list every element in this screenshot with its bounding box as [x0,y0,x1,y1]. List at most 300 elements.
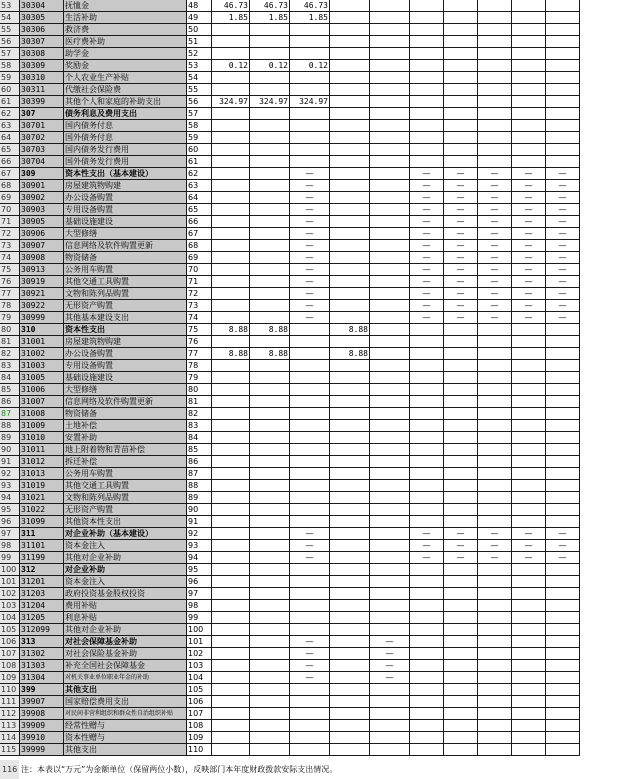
amount-cell[interactable] [330,264,370,276]
not-applicable-cell[interactable]: — [290,300,330,312]
not-applicable-cell[interactable]: — [444,264,478,276]
amount-cell[interactable] [212,180,250,192]
amount-cell[interactable] [370,468,410,480]
amount-cell[interactable] [370,72,410,84]
not-applicable-cell[interactable]: — [444,216,478,228]
amount-cell[interactable] [250,108,290,120]
subject-code-cell[interactable]: 30902 [20,192,64,204]
empty-cell[interactable] [512,396,546,408]
empty-cell[interactable] [444,744,478,756]
amount-cell[interactable] [330,528,370,540]
empty-cell[interactable] [444,132,478,144]
not-applicable-cell[interactable]: — [370,648,410,660]
empty-cell[interactable] [410,336,444,348]
empty-cell[interactable] [410,48,444,60]
not-applicable-cell[interactable]: — [478,288,512,300]
not-applicable-cell[interactable]: — [512,288,546,300]
amount-cell[interactable] [330,228,370,240]
not-applicable-cell[interactable]: — [546,276,580,288]
amount-cell[interactable] [212,216,250,228]
amount-cell[interactable]: 46.73 [250,0,290,12]
empty-cell[interactable] [410,156,444,168]
not-applicable-cell[interactable]: — [410,552,444,564]
line-number-cell[interactable]: 77 [187,348,212,360]
amount-cell[interactable] [330,564,370,576]
empty-cell[interactable] [410,732,444,744]
line-number-cell[interactable]: 84 [187,432,212,444]
amount-cell[interactable] [330,432,370,444]
empty-cell[interactable] [410,444,444,456]
empty-cell[interactable] [410,660,444,672]
empty-cell[interactable] [410,120,444,132]
subject-name-cell[interactable]: 对社会保险基金补助 [64,648,187,660]
line-number-cell[interactable]: 94 [187,552,212,564]
amount-cell[interactable] [370,48,410,60]
not-applicable-cell[interactable]: — [370,660,410,672]
amount-cell[interactable] [212,528,250,540]
row-header[interactable]: 59 [0,72,20,84]
amount-cell[interactable] [250,624,290,636]
row-header[interactable]: 85 [0,384,20,396]
not-applicable-cell[interactable]: — [478,312,512,324]
amount-cell[interactable] [330,636,370,648]
not-applicable-cell[interactable]: — [290,636,330,648]
empty-cell[interactable] [410,516,444,528]
amount-cell[interactable] [330,696,370,708]
amount-cell[interactable] [330,240,370,252]
amount-cell[interactable] [330,60,370,72]
amount-cell[interactable] [330,648,370,660]
not-applicable-cell[interactable]: — [546,216,580,228]
subject-name-cell[interactable]: 资本性支出 [64,324,187,336]
amount-cell[interactable] [330,720,370,732]
amount-cell[interactable] [212,204,250,216]
empty-cell[interactable] [410,624,444,636]
subject-name-cell[interactable]: 资本金注入 [64,576,187,588]
amount-cell[interactable] [250,192,290,204]
subject-code-cell[interactable]: 30309 [20,60,64,72]
row-header[interactable]: 103 [0,600,20,612]
amount-cell[interactable] [212,420,250,432]
row-header[interactable]: 64 [0,132,20,144]
line-number-cell[interactable]: 61 [187,156,212,168]
not-applicable-cell[interactable]: — [444,240,478,252]
row-header[interactable]: 94 [0,492,20,504]
subject-name-cell[interactable]: 资本金注入 [64,540,187,552]
amount-cell[interactable] [250,516,290,528]
empty-cell[interactable] [512,408,546,420]
amount-cell[interactable] [250,228,290,240]
amount-cell[interactable] [370,12,410,24]
empty-cell[interactable] [546,672,580,684]
not-applicable-cell[interactable]: — [410,528,444,540]
amount-cell[interactable] [212,156,250,168]
line-number-cell[interactable]: 59 [187,132,212,144]
empty-cell[interactable] [478,24,512,36]
line-number-cell[interactable]: 98 [187,600,212,612]
row-header[interactable]: 109 [0,672,20,684]
not-applicable-cell[interactable]: — [512,180,546,192]
amount-cell[interactable] [250,36,290,48]
line-number-cell[interactable]: 100 [187,624,212,636]
empty-cell[interactable] [512,144,546,156]
subject-name-cell[interactable]: 基础设施建设 [64,372,187,384]
not-applicable-cell[interactable]: — [478,540,512,552]
row-header[interactable]: 86 [0,396,20,408]
row-header[interactable]: 67 [0,168,20,180]
not-applicable-cell[interactable]: — [546,540,580,552]
empty-cell[interactable] [512,480,546,492]
amount-cell[interactable]: 0.12 [290,60,330,72]
amount-cell[interactable] [330,372,370,384]
amount-cell[interactable] [330,96,370,108]
amount-cell[interactable] [330,36,370,48]
amount-cell[interactable] [212,504,250,516]
line-number-cell[interactable]: 105 [187,684,212,696]
empty-cell[interactable] [546,120,580,132]
amount-cell[interactable] [212,624,250,636]
amount-cell[interactable] [330,540,370,552]
empty-cell[interactable] [410,720,444,732]
empty-cell[interactable] [444,480,478,492]
empty-cell[interactable] [444,108,478,120]
subject-name-cell[interactable]: 大型修缮 [64,228,187,240]
amount-cell[interactable] [370,348,410,360]
empty-cell[interactable] [444,636,478,648]
empty-cell[interactable] [546,492,580,504]
amount-cell[interactable] [290,696,330,708]
line-number-cell[interactable]: 82 [187,408,212,420]
amount-cell[interactable] [370,744,410,756]
amount-cell[interactable] [290,36,330,48]
empty-cell[interactable] [444,144,478,156]
amount-cell[interactable] [290,468,330,480]
amount-cell[interactable] [330,480,370,492]
amount-cell[interactable] [370,288,410,300]
line-number-cell[interactable]: 107 [187,708,212,720]
empty-cell[interactable] [512,732,546,744]
subject-code-cell[interactable]: 30922 [20,300,64,312]
subject-name-cell[interactable]: 助学金 [64,48,187,60]
subject-code-cell[interactable]: 30906 [20,228,64,240]
amount-cell[interactable] [330,744,370,756]
amount-cell[interactable] [370,372,410,384]
amount-cell[interactable] [250,684,290,696]
amount-cell[interactable] [212,192,250,204]
not-applicable-cell[interactable]: — [290,240,330,252]
subject-name-cell[interactable]: 其他对企业补助 [64,552,187,564]
amount-cell[interactable] [370,252,410,264]
empty-cell[interactable] [410,36,444,48]
amount-cell[interactable] [250,432,290,444]
not-applicable-cell[interactable]: — [444,168,478,180]
amount-cell[interactable] [250,468,290,480]
not-applicable-cell[interactable]: — [478,180,512,192]
not-applicable-cell[interactable]: — [546,192,580,204]
not-applicable-cell[interactable]: — [290,312,330,324]
subject-name-cell[interactable]: 国家赔偿费用支出 [64,696,187,708]
amount-cell[interactable] [250,552,290,564]
not-applicable-cell[interactable]: — [410,204,444,216]
amount-cell[interactable] [370,84,410,96]
subject-name-cell[interactable]: 地上附着物和青苗补偿 [64,444,187,456]
amount-cell[interactable] [212,288,250,300]
amount-cell[interactable] [250,372,290,384]
line-number-cell[interactable]: 78 [187,360,212,372]
amount-cell[interactable] [370,732,410,744]
line-number-cell[interactable]: 76 [187,336,212,348]
amount-cell[interactable] [212,588,250,600]
amount-cell[interactable] [290,720,330,732]
amount-cell[interactable] [212,372,250,384]
amount-cell[interactable] [330,660,370,672]
empty-cell[interactable] [546,60,580,72]
amount-cell[interactable]: 324.97 [250,96,290,108]
subject-name-cell[interactable]: 救济费 [64,24,187,36]
amount-cell[interactable] [250,480,290,492]
subject-code-cell[interactable]: 31201 [20,576,64,588]
not-applicable-cell[interactable]: — [478,276,512,288]
amount-cell[interactable] [370,36,410,48]
empty-cell[interactable] [410,612,444,624]
subject-code-cell[interactable]: 31303 [20,660,64,672]
amount-cell[interactable] [370,720,410,732]
amount-cell[interactable] [250,444,290,456]
subject-code-cell[interactable]: 31010 [20,432,64,444]
not-applicable-cell[interactable]: — [478,552,512,564]
amount-cell[interactable]: 1.85 [250,12,290,24]
empty-cell[interactable] [478,108,512,120]
subject-name-cell[interactable]: 奖励金 [64,60,187,72]
row-header[interactable]: 106 [0,636,20,648]
empty-cell[interactable] [546,24,580,36]
empty-cell[interactable] [546,576,580,588]
not-applicable-cell[interactable]: — [290,180,330,192]
empty-cell[interactable] [478,360,512,372]
subject-code-cell[interactable]: 39909 [20,720,64,732]
line-number-cell[interactable]: 88 [187,480,212,492]
line-number-cell[interactable]: 51 [187,36,212,48]
empty-cell[interactable] [512,744,546,756]
not-applicable-cell[interactable]: — [478,240,512,252]
amount-cell[interactable] [330,552,370,564]
empty-cell[interactable] [410,72,444,84]
amount-cell[interactable]: 8.88 [212,348,250,360]
not-applicable-cell[interactable]: — [512,276,546,288]
row-header[interactable]: 110 [0,684,20,696]
empty-cell[interactable] [444,672,478,684]
amount-cell[interactable] [212,396,250,408]
empty-cell[interactable] [512,684,546,696]
not-applicable-cell[interactable]: — [478,192,512,204]
amount-cell[interactable]: 324.97 [290,96,330,108]
amount-cell[interactable] [212,84,250,96]
subject-name-cell[interactable]: 补充全国社会保障基金 [64,660,187,672]
empty-cell[interactable] [546,384,580,396]
subject-name-cell[interactable]: 土地补偿 [64,420,187,432]
amount-cell[interactable] [212,672,250,684]
empty-cell[interactable] [478,48,512,60]
empty-cell[interactable] [546,468,580,480]
subject-name-cell[interactable]: 文物和陈列品购置 [64,492,187,504]
not-applicable-cell[interactable]: — [546,204,580,216]
amount-cell[interactable] [212,552,250,564]
empty-cell[interactable] [478,84,512,96]
amount-cell[interactable] [250,648,290,660]
row-header[interactable]: 57 [0,48,20,60]
empty-cell[interactable] [512,600,546,612]
empty-cell[interactable] [512,12,546,24]
amount-cell[interactable] [290,684,330,696]
empty-cell[interactable] [478,384,512,396]
not-applicable-cell[interactable]: — [478,252,512,264]
amount-cell[interactable] [370,144,410,156]
empty-cell[interactable] [546,108,580,120]
line-number-cell[interactable]: 73 [187,300,212,312]
empty-cell[interactable] [444,732,478,744]
not-applicable-cell[interactable]: — [444,180,478,192]
row-header[interactable]: 61 [0,96,20,108]
line-number-cell[interactable]: 48 [187,0,212,12]
amount-cell[interactable] [290,420,330,432]
amount-cell[interactable] [212,648,250,660]
empty-cell[interactable] [478,732,512,744]
line-number-cell[interactable]: 64 [187,192,212,204]
subject-name-cell[interactable]: 专用设备购置 [64,204,187,216]
row-header[interactable]: 89 [0,432,20,444]
subject-name-cell[interactable]: 国内债务发行费用 [64,144,187,156]
subject-name-cell[interactable]: 国外债务发行费用 [64,156,187,168]
row-header[interactable]: 71 [0,216,20,228]
subject-code-cell[interactable]: 30307 [20,36,64,48]
not-applicable-cell[interactable]: — [290,168,330,180]
amount-cell[interactable]: 1.85 [290,12,330,24]
amount-cell[interactable] [370,456,410,468]
not-applicable-cell[interactable]: — [444,204,478,216]
empty-cell[interactable] [512,432,546,444]
not-applicable-cell[interactable]: — [410,228,444,240]
amount-cell[interactable] [370,276,410,288]
line-number-cell[interactable]: 79 [187,372,212,384]
subject-code-cell[interactable]: 39908 [20,708,64,720]
empty-cell[interactable] [512,108,546,120]
not-applicable-cell[interactable]: — [444,300,478,312]
row-header[interactable]: 53 [0,0,20,12]
not-applicable-cell[interactable]: — [290,216,330,228]
subject-code-cell[interactable]: 30304 [20,0,64,12]
empty-cell[interactable] [478,408,512,420]
amount-cell[interactable] [250,420,290,432]
not-applicable-cell[interactable]: — [444,276,478,288]
amount-cell[interactable] [330,384,370,396]
empty-cell[interactable] [512,588,546,600]
amount-cell[interactable] [212,120,250,132]
amount-cell[interactable] [370,264,410,276]
amount-cell[interactable] [330,0,370,12]
amount-cell[interactable] [330,396,370,408]
not-applicable-cell[interactable]: — [478,204,512,216]
amount-cell[interactable] [250,204,290,216]
empty-cell[interactable] [410,684,444,696]
not-applicable-cell[interactable]: — [370,672,410,684]
subject-name-cell[interactable]: 房屋建筑物购建 [64,336,187,348]
not-applicable-cell[interactable]: — [370,636,410,648]
amount-cell[interactable] [212,276,250,288]
amount-cell[interactable] [212,744,250,756]
empty-cell[interactable] [444,372,478,384]
empty-cell[interactable] [444,708,478,720]
subject-code-cell[interactable]: 31021 [20,492,64,504]
subject-code-cell[interactable]: 31205 [20,612,64,624]
subject-code-cell[interactable]: 30310 [20,72,64,84]
empty-cell[interactable] [512,708,546,720]
amount-cell[interactable] [370,696,410,708]
amount-cell[interactable] [250,120,290,132]
empty-cell[interactable] [512,516,546,528]
empty-cell[interactable] [444,612,478,624]
subject-code-cell[interactable]: 31019 [20,480,64,492]
amount-cell[interactable] [370,408,410,420]
empty-cell[interactable] [546,144,580,156]
subject-name-cell[interactable]: 其他资本性支出 [64,516,187,528]
row-header[interactable]: 72 [0,228,20,240]
amount-cell[interactable] [330,216,370,228]
not-applicable-cell[interactable]: — [546,252,580,264]
amount-cell[interactable] [290,732,330,744]
not-applicable-cell[interactable]: — [410,288,444,300]
subject-name-cell[interactable]: 信息网络及软件购置更新 [64,396,187,408]
empty-cell[interactable] [444,504,478,516]
empty-cell[interactable] [478,708,512,720]
amount-cell[interactable] [330,180,370,192]
subject-code-cell[interactable]: 31304 [20,672,64,684]
empty-cell[interactable] [478,648,512,660]
row-header[interactable]: 79 [0,312,20,324]
line-number-cell[interactable]: 103 [187,660,212,672]
amount-cell[interactable] [250,564,290,576]
empty-cell[interactable] [444,660,478,672]
line-number-cell[interactable]: 63 [187,180,212,192]
amount-cell[interactable] [370,708,410,720]
empty-cell[interactable] [444,564,478,576]
empty-cell[interactable] [512,360,546,372]
empty-cell[interactable] [546,96,580,108]
amount-cell[interactable] [212,444,250,456]
subject-name-cell[interactable]: 对企业补助 [64,564,187,576]
amount-cell[interactable] [250,216,290,228]
amount-cell[interactable] [212,144,250,156]
amount-cell[interactable] [212,168,250,180]
row-header[interactable]: 55 [0,24,20,36]
amount-cell[interactable] [290,348,330,360]
subject-name-cell[interactable]: 其他交通工具购置 [64,276,187,288]
not-applicable-cell[interactable]: — [410,264,444,276]
subject-code-cell[interactable]: 30701 [20,120,64,132]
amount-cell[interactable] [370,516,410,528]
line-number-cell[interactable]: 72 [187,288,212,300]
amount-cell[interactable] [370,240,410,252]
amount-cell[interactable] [330,492,370,504]
subject-code-cell[interactable]: 309 [20,168,64,180]
line-number-cell[interactable]: 50 [187,24,212,36]
row-header[interactable]: 82 [0,348,20,360]
subject-name-cell[interactable]: 资本性支出（基本建设） [64,168,187,180]
empty-cell[interactable] [512,576,546,588]
row-header[interactable]: 115 [0,744,20,756]
amount-cell[interactable] [290,336,330,348]
subject-name-cell[interactable]: 国内债务付息 [64,120,187,132]
amount-cell[interactable] [330,360,370,372]
